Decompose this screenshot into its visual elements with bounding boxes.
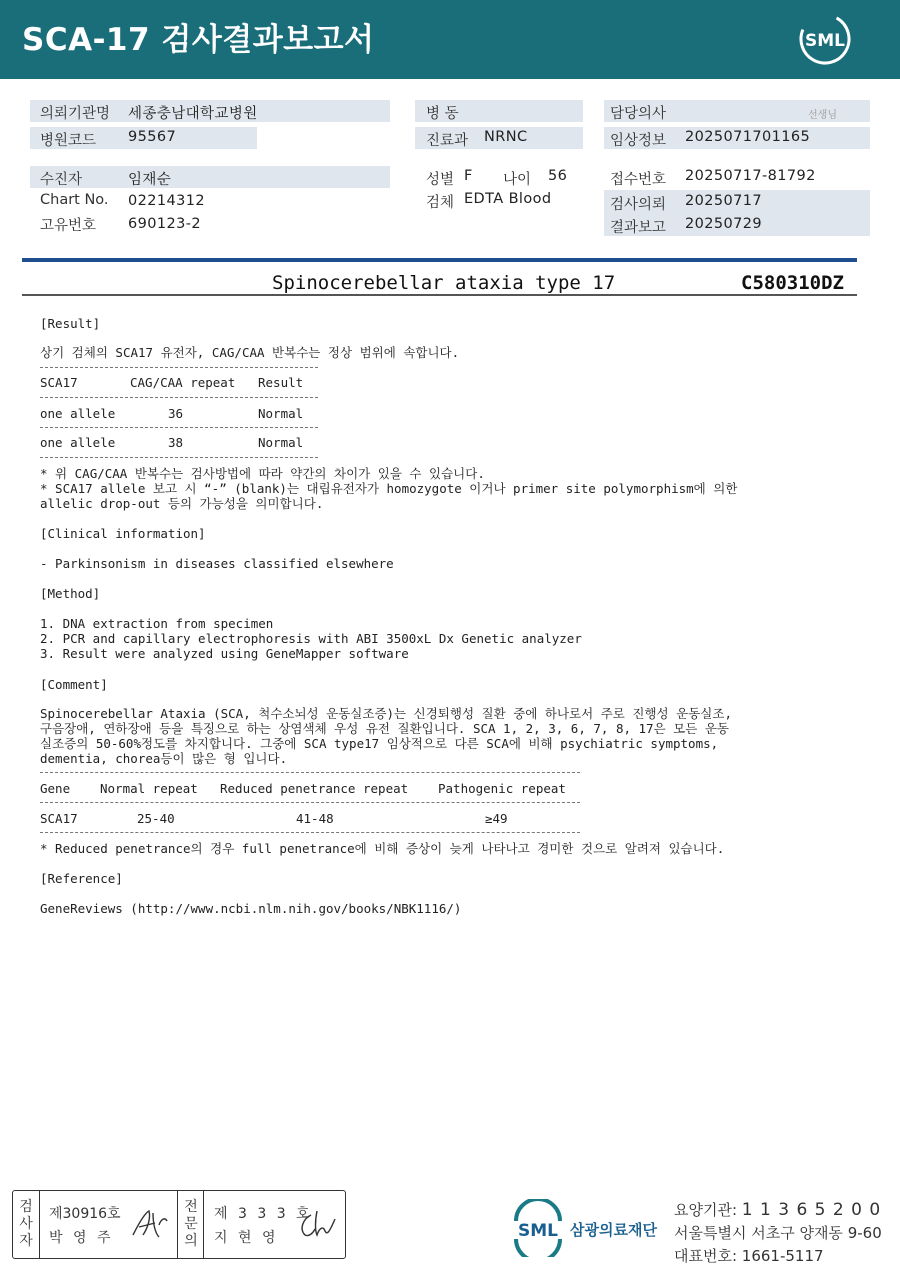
examiner-label-char-2: 사: [19, 1216, 33, 1232]
footer-sml-logo-icon: [508, 1199, 568, 1257]
examiner-signature-icon: [129, 1205, 171, 1245]
phone-label: 대표번호:: [674, 1247, 738, 1265]
comment-row-pathogenic: ≥49: [485, 811, 508, 826]
hospital-code-label: 병원코드: [40, 133, 97, 149]
signature-box: [12, 1190, 346, 1259]
hospital-code-value: 95567: [128, 129, 177, 145]
method-item-3: 3. Result were analyzed using GeneMapper software: [40, 646, 409, 661]
specialist-label-char-2: 문: [184, 1216, 198, 1232]
result-col-gene: SCA17: [40, 375, 78, 390]
title-rule-bottom: [22, 294, 857, 296]
comment-col-gene: Gene: [40, 781, 71, 796]
comment-col-normal: Normal repeat: [100, 781, 198, 796]
phone-number: 1661-5117: [741, 1247, 824, 1265]
result-col-result: Result: [258, 375, 304, 390]
method-item-2: 2. PCR and capillary electrophoresis with ABI 3500xL Dx Genetic analyzer: [40, 631, 582, 646]
receipt-value: 20250717-81792: [685, 168, 816, 184]
examiner-label-char-3: 자: [19, 1233, 33, 1249]
specialist-label-char-3: 의: [184, 1233, 198, 1249]
result-col-repeat: CAG/CAA repeat: [130, 375, 236, 390]
id-label: 고유번호: [40, 218, 97, 234]
chart-value: 02214312: [128, 193, 206, 209]
institution-value: 세종충남대학교병원: [128, 106, 258, 122]
result-note-2: * SCA17 allele 보고 시 “-” (blank)는 대립유전자가 homozygote 이거나 primer site polymorphism에 의한: [40, 481, 738, 496]
result-note-3: allelic drop-out 등의 가능성을 의미합니다.: [40, 496, 324, 511]
examiner-name: 박 영 주: [49, 1230, 114, 1246]
care-label: 요양기관:: [674, 1201, 738, 1219]
specialist-name: 지 현 영: [214, 1230, 279, 1246]
care-number: 1 1 3 6 5 2 0 0: [741, 1200, 882, 1220]
method-item-1: 1. DNA extraction from specimen: [40, 616, 274, 631]
comment-line-1: Spinocerebellar Ataxia (SCA, 척수소뇌성 운동실조증)는 신경퇴행성 질환 중에 하나로서 주로 진행성 운동실조,: [40, 706, 732, 721]
footer-address: 서울특별시 서초구 양재동 9-60: [674, 1224, 882, 1242]
sml-logo-icon: [798, 12, 852, 66]
result-row-2-repeat: 38: [168, 435, 184, 450]
report-title: SCA-17 검사결과보고서: [22, 22, 375, 58]
sex-label: 성별: [426, 172, 455, 188]
clinical-text: - Parkinsonism in diseases classified elsewhere: [40, 556, 394, 571]
reference-header: [Reference]: [40, 871, 123, 886]
receipt-label: 접수번호: [610, 172, 667, 188]
clinical-label: 임상정보: [610, 133, 667, 149]
method-header: [Method]: [40, 586, 101, 601]
result-row-2-result: Normal: [258, 435, 304, 450]
doctor-suffix: 선생님: [808, 110, 837, 121]
specialist-signature-icon: [295, 1205, 339, 1245]
institution-label: 의뢰기관명: [40, 106, 111, 122]
comment-row-gene: SCA17: [40, 811, 78, 826]
comment-row-normal: 25-40: [137, 811, 175, 826]
test-name: Spinocerebellar ataxia type 17: [272, 272, 616, 294]
footer-org-name: 삼광의료재단: [570, 1221, 657, 1239]
result-row-2-allele: one allele: [40, 435, 116, 450]
report-date-value: 20250729: [685, 216, 763, 232]
comment-line-3: 실조증의 50-60%정도를 차지합니다. 그중에 SCA type17 임상적으로 다른 SCA에 비해 psychiatric symptoms,: [40, 736, 719, 751]
result-note-1: * 위 CAG/CAA 반복수는 검사방법에 따라 약간의 차이가 있을 수 있습니다.: [40, 466, 485, 481]
test-code: C580310DZ: [741, 272, 844, 294]
specialist-license: 제 3 3 3 호: [214, 1206, 313, 1222]
specimen-label: 검체: [426, 195, 455, 211]
doctor-label: 담당의사: [610, 106, 667, 122]
sex-value: F: [464, 168, 473, 184]
result-row-1-repeat: 36: [168, 406, 184, 421]
specialist-label-char-1: 전: [184, 1199, 198, 1215]
reference-text: GeneReviews (http://www.ncbi.nlm.nih.gov/books/NBK1116/): [40, 901, 462, 916]
patient-label: 수진자: [40, 172, 83, 188]
request-label: 검사의뢰: [610, 197, 667, 213]
result-row-1-allele: one allele: [40, 406, 116, 421]
examiner-label-char-1: 검: [19, 1199, 33, 1215]
clinical-value: 2025071701165: [685, 129, 811, 145]
specimen-value: EDTA Blood: [464, 191, 552, 207]
comment-row-reduced: 41-48: [296, 811, 334, 826]
title-rule-top: [22, 258, 857, 262]
footer-logo-text: SML: [518, 1221, 558, 1241]
svg-text:SML: SML: [805, 31, 845, 51]
comment-line-2: 구음장애, 연하장애 등을 특징으로 하는 상염색체 우성 유전 질환입니다. SCA 1, 2, 3, 6, 7, 8, 17은 모든 운동: [40, 721, 729, 736]
report-date-label: 결과보고: [610, 220, 667, 236]
result-header: [Result]: [40, 316, 101, 331]
comment-note: * Reduced penetrance의 경우 full penetrance에 비해 증상이 늦게 나타나고 경미한 것으로 알려져 있습니다.: [40, 841, 725, 856]
examiner-license: 제30916호: [49, 1206, 121, 1222]
chart-label: Chart No.: [40, 192, 109, 208]
request-value: 20250717: [685, 193, 763, 209]
department-value: NRNC: [484, 129, 528, 145]
ward-label: 병 동: [426, 106, 459, 122]
result-sentence: 상기 검체의 SCA17 유전자, CAG/CAA 반복수는 정상 범위에 속합니다.: [40, 345, 460, 360]
report-header: [0, 0, 900, 79]
age-label: 나이: [503, 172, 532, 188]
result-row-1-result: Normal: [258, 406, 304, 421]
age-value: 56: [548, 168, 568, 184]
comment-line-4: dementia, chorea등이 많은 형 입니다.: [40, 751, 288, 766]
patient-name: 임재순: [128, 172, 172, 188]
department-label: 진료과: [426, 133, 469, 149]
comment-header: [Comment]: [40, 677, 108, 692]
id-value: 690123-2: [128, 216, 202, 232]
comment-col-reduced: Reduced penetrance repeat: [220, 781, 409, 796]
clinical-header: [Clinical information]: [40, 526, 206, 541]
comment-col-pathogenic: Pathogenic repeat: [438, 781, 566, 796]
